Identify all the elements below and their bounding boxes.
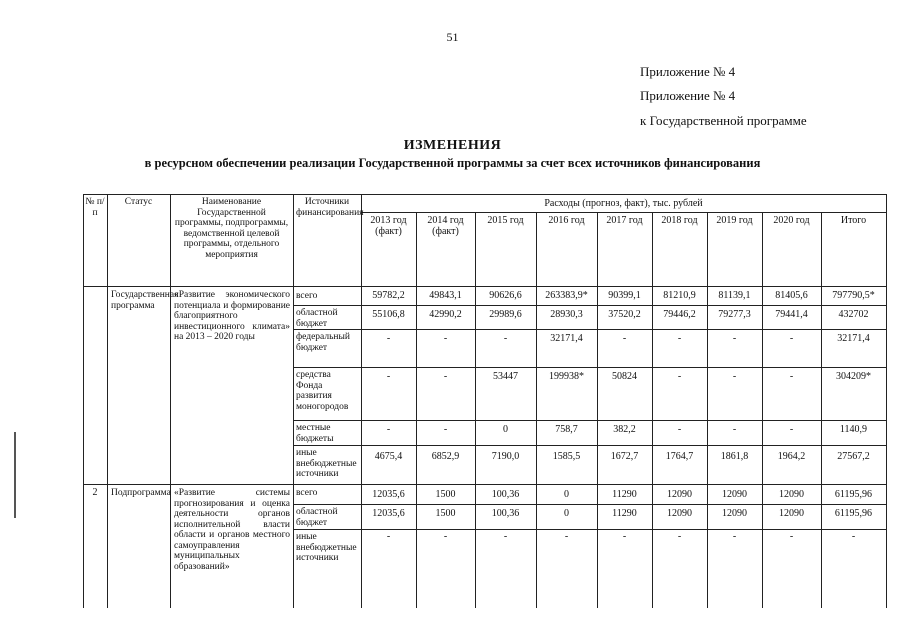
value-cell: 432702 (838, 309, 869, 320)
source-label: областной бюджет (296, 308, 338, 329)
value-cell: 28930,3 (550, 309, 583, 320)
value-cell: - (789, 424, 794, 435)
value-cell: - (789, 371, 794, 382)
value-cell: 11290 (612, 508, 637, 519)
header-year: 2016 год (548, 215, 585, 226)
header-year: 2014 год (факт) (427, 215, 464, 237)
value-cell: - (851, 531, 856, 542)
source-label: местные бюджеты (296, 423, 334, 444)
value-cell: 797790,5* (832, 290, 875, 301)
header-year: 2015 год (487, 215, 524, 226)
value-cell: - (443, 371, 448, 382)
value-cell: - (677, 333, 682, 344)
header-year: 2020 год (773, 215, 810, 226)
value-cell: 11290 (612, 489, 637, 500)
value-cell: 1672,7 (610, 451, 639, 462)
value-cell: - (732, 371, 737, 382)
row-status: Подпрограмма (111, 488, 171, 498)
row-num: 2 (92, 487, 98, 498)
value-cell: - (677, 424, 682, 435)
value-cell: 1861,8 (720, 451, 749, 462)
value-cell: 12090 (779, 489, 804, 500)
table-line (293, 445, 886, 446)
header-total: Итого (840, 215, 867, 226)
value-cell: 81405,6 (775, 290, 808, 301)
source-label: всего (296, 291, 318, 301)
value-cell: 90626,6 (489, 290, 522, 301)
table-line (293, 194, 294, 608)
table-line (707, 212, 708, 608)
value-cell: 1764,7 (665, 451, 694, 462)
value-cell: 382,2 (613, 424, 636, 435)
value-cell: - (622, 333, 627, 344)
table-line (475, 212, 476, 608)
row-name: «Развитие системы прогнозирования и оценка деятельности органов исполнительной власти области и органов местного самоуправления муниципальных образований» (174, 488, 290, 572)
table-line (293, 367, 886, 368)
value-cell: - (503, 531, 508, 542)
value-cell: - (443, 424, 448, 435)
value-cell: 79446,2 (663, 309, 696, 320)
value-cell: - (789, 333, 794, 344)
value-cell: 81139,1 (718, 290, 751, 301)
table-line (293, 420, 886, 421)
table-line (361, 194, 362, 608)
table-line (597, 212, 598, 608)
header-year: 2018 год (661, 215, 698, 226)
value-cell: - (443, 333, 448, 344)
value-cell: 12035,6 (372, 489, 405, 500)
header-year: 2019 год (716, 215, 753, 226)
value-cell: 59782,2 (372, 290, 405, 301)
header-year: 2013 год (факт) (370, 215, 407, 237)
source-label: иные внебюджетные источники (296, 532, 357, 563)
value-cell: 0 (564, 508, 569, 519)
table-line (762, 212, 763, 608)
value-cell: 12090 (667, 508, 692, 519)
value-cell: - (622, 531, 627, 542)
table-line (821, 212, 822, 608)
table-line (107, 194, 108, 608)
value-cell: 79441,4 (775, 309, 808, 320)
value-cell: 758,7 (555, 424, 578, 435)
value-cell: 50824 (612, 371, 637, 382)
value-cell: 1140,9 (839, 424, 868, 435)
table-border-right (886, 194, 887, 608)
value-cell: - (732, 333, 737, 344)
value-cell: - (386, 371, 391, 382)
table-line (652, 212, 653, 608)
value-cell: 32171,4 (837, 333, 870, 344)
table-line (416, 212, 417, 608)
source-label: всего (296, 488, 318, 498)
value-cell: - (789, 531, 794, 542)
value-cell: 199938* (549, 371, 584, 382)
value-cell: - (677, 371, 682, 382)
table-line (293, 305, 886, 306)
table-line (293, 529, 886, 530)
value-cell: 6852,9 (431, 451, 460, 462)
value-cell: - (443, 531, 448, 542)
table-line (361, 212, 886, 213)
table-line (83, 194, 84, 608)
source-label: средства Фонда развития моногородов (296, 370, 349, 412)
value-cell: - (503, 333, 508, 344)
table-line (536, 212, 537, 608)
value-cell: 27567,2 (837, 451, 870, 462)
value-cell: 53447 (493, 371, 518, 382)
appendix-line-3: к Государственной программе (640, 113, 807, 128)
row-status: Государственная программа (111, 290, 179, 311)
value-cell: - (564, 531, 569, 542)
value-cell: 55106,8 (372, 309, 405, 320)
value-cell: 1585,5 (552, 451, 581, 462)
value-cell: 12035,6 (372, 508, 405, 519)
value-cell: - (732, 531, 737, 542)
value-cell: 42990,2 (429, 309, 462, 320)
appendix-line-1: Приложение № 4 (640, 64, 736, 79)
row-name: «Развитие экономического потенциала и формирование благоприятного инвестиционного климата» на 2013 – 2020 годы (174, 290, 290, 342)
table-line (83, 484, 886, 485)
header-num: № п/п (85, 197, 105, 218)
value-cell: 81210,9 (663, 290, 696, 301)
value-cell: 12090 (667, 489, 692, 500)
value-cell: 7190,0 (491, 451, 520, 462)
value-cell: - (386, 333, 391, 344)
value-cell: 304209* (836, 371, 871, 382)
source-label: федеральный бюджет (296, 332, 350, 353)
source-label: областной бюджет (296, 507, 338, 528)
value-cell: - (386, 531, 391, 542)
document-subtitle: в ресурсном обеспечении реализации Государственной программы за счет всех источников финансирования (144, 156, 761, 170)
value-cell: 12090 (779, 508, 804, 519)
header-sources: Источники финансирования (296, 197, 364, 218)
value-cell: 4675,4 (374, 451, 403, 462)
value-cell: 1964,2 (777, 451, 806, 462)
value-cell: 263383,9* (545, 290, 588, 301)
table-line (83, 286, 886, 287)
value-cell: - (732, 424, 737, 435)
value-cell: - (677, 531, 682, 542)
value-cell: 32171,4 (550, 333, 583, 344)
appendix-line-2: Приложение № 4 (640, 88, 736, 103)
table-line (293, 504, 886, 505)
value-cell: 0 (503, 424, 508, 435)
value-cell: 61195,96 (834, 508, 873, 519)
table-line (293, 329, 886, 330)
value-cell: 37520,2 (608, 309, 641, 320)
value-cell: 61195,96 (834, 489, 873, 500)
value-cell: 1500 (435, 489, 456, 500)
value-cell: 49843,1 (429, 290, 462, 301)
header-status: Статус (124, 197, 153, 207)
value-cell: 100,36 (491, 508, 520, 519)
table-line (170, 194, 171, 608)
value-cell: 29989,6 (489, 309, 522, 320)
value-cell: 12090 (722, 489, 747, 500)
value-cell: 90399,1 (608, 290, 641, 301)
value-cell: 1500 (435, 508, 456, 519)
header-expenses: Расходы (прогноз, факт), тыс. рублей (544, 198, 703, 209)
value-cell: 100,36 (491, 489, 520, 500)
page-number: 51 (446, 30, 459, 44)
value-cell: 0 (564, 489, 569, 500)
header-year: 2017 год (606, 215, 643, 226)
header-name: Наименование Государственной программы, подпрограммы, ведомственной целевой программы, отдельного мероприятия (174, 197, 289, 260)
scan-margin-mark (14, 432, 16, 518)
source-label: иные внебюджетные источники (296, 448, 357, 479)
document-title: ИЗМЕНЕНИЯ (403, 138, 502, 153)
value-cell: - (386, 424, 391, 435)
value-cell: 79277,3 (718, 309, 751, 320)
table-border-top (83, 194, 886, 195)
value-cell: 12090 (722, 508, 747, 519)
